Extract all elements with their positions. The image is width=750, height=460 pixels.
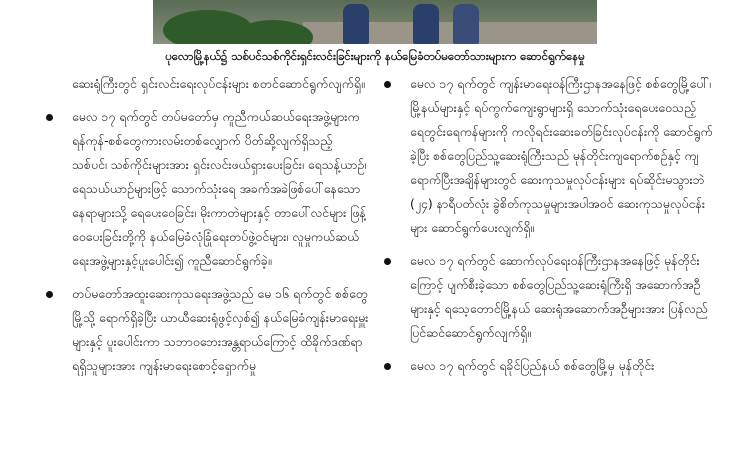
paragraph-text: မေလ ၁၇ ရက်တွင် ရခိုင်ပြည်နယ် စစ်တွေမြို့မှ မုန်တိုင်း xyxy=(410,358,655,373)
bullet-icon xyxy=(384,81,391,88)
bullet-paragraph xyxy=(384,249,714,345)
photo-caption: ပုလောမြို့နယ်၌ သစ်ပင်သစ်ကိုင်းရှင်းလင်းခြင်းများကို နယ်မြေခံတပ်မတော်သားများက ဆောင်ရွက်နေမှု xyxy=(165,49,585,63)
paragraph-text: မေလ ၁၇ ရက်တွင် ကျန်းမာရေးဝန်ကြီးဌာနအနေဖြင့် စစ်တွေမြို့ပေါ်၊ မြို့နယ်များနှင့် ရပ်ကွက်ကျေးရွာများရှိ သောက်သုံးရေပေးဝေသည့် ရေတွင်းရေကန်များကို ကလိုရင်းဆေးခတ်ခြင်းလုပ်ငန်းကို ဆောင်ရွက်ခဲ့ပြီး စစ်တွေပြည်သူ့ဆေးရုံကြီးသည် မုန်တိုင်းကျရောက်စဉ်နှင့် ကျရောက်ပြီးအချိန်များတွင် ဆေးကုသမှုလုပ်ငန်းများ ရပ်ဆိုင်းမသွားဘဲ (၂၄) နာရီပတ်လုံး ခွဲစိတ်ကုသမှုများအပါအဝင် ဆေးကုသမှုလုပ်ငန်းများ ဆောင်ရွက်ပေးလျက်ရှိ။ xyxy=(410,76,713,235)
soldier-figure xyxy=(343,4,369,44)
paragraph xyxy=(46,72,370,96)
bullet-paragraph xyxy=(46,282,370,378)
bullet-icon xyxy=(384,258,391,265)
bullet-paragraph xyxy=(384,354,714,378)
header-photo xyxy=(153,0,597,44)
bullet-paragraph xyxy=(46,105,370,273)
right-column xyxy=(384,72,714,387)
left-column xyxy=(46,72,370,387)
paragraph-text: မေလ ၁၇ ရက်တွင် တပ်မတော်မှ ကူညီကယ်ဆယ်ရေးအဖွဲ့များက ရန်ကုန်-စစ်တွေကားလမ်းတစ်လျှောက် ပိတ်ဆို့လျက်ရှိသည့် သစ်ပင်၊ သစ်ကိုင်းများအား ရှင်းလင်းဖယ်ရှားပေးခြင်း၊ ရေသန့်ယာဉ်၊ ရေသယ်ယာဉ်များဖြင့် သောက်သုံးရေ အခက်အခဲဖြစ်ပေါ်နေသောနေရာများသို့ ရေပေးဝေခြင်း၊ မိုးကာတဲများနှင့် တာပေါ်လင်များ ဖြန့်ဝေပေးခြင်းတို့ကို နယ်မြေခံလုံခြုံရေးတပ်ဖွဲ့ဝင်များ၊ လူမှုကယ်ဆယ်ရေးအဖွဲ့များနှင့်ပူးပေါင်း၍ ကူညီဆောင်ရွက်ခဲ့။ xyxy=(72,109,367,268)
soldier-figure xyxy=(453,4,479,44)
bullet-icon xyxy=(46,291,53,298)
paragraph-text: မေလ ၁၇ ရက်တွင် ဆောက်လုပ်ရေးဝန်ကြီးဌာနအနေဖြင့် မုန်တိုင်းကြောင့် ပျက်စီးခဲ့သော စစ်တွေပြည်သူ့ဆေးရုံကြီးရှိ အဆောက်အဦများနှင့် ရသေ့တောင်မြို့နယ် ဆေးရုံအဆောက်အဦများအား ပြန်လည်ပြင်ဆင်ဆောင်ရွက်လျက်ရှိ။ xyxy=(410,253,708,340)
paragraph-text: ဆေးရုံကြီးတွင် ရှင်းလင်းရေးလုပ်ငန်းများ စတင်ဆောင်ရွက်လျက်ရှိ။ xyxy=(72,76,365,91)
bullet-icon xyxy=(384,363,391,370)
paragraph-text: တပ်မတော်အထူးဆေးကုသရေးအဖွဲ့သည် မေ ၁၆ ရက်တွင် စစ်တွေမြို့သို့ ရောက်ရှိခဲ့ပြီး ယာယီဆေးရုံဖွင့်လှစ်၍ နယ်မြေခံကျန်းမာရေးမှူးများနှင့် ပူးပေါင်းကာ သဘာဝဘေးအန္တရာယ်ကြောင့် ထိခိုက်ဒဏ်ရာရရှိသူများအား ကျန်းမာရေးစောင့်ရှောက်မှု xyxy=(72,286,369,373)
foliage xyxy=(233,20,313,44)
bullet-icon xyxy=(46,114,53,121)
bullet-paragraph xyxy=(384,72,714,240)
soldier-figure xyxy=(413,4,439,44)
